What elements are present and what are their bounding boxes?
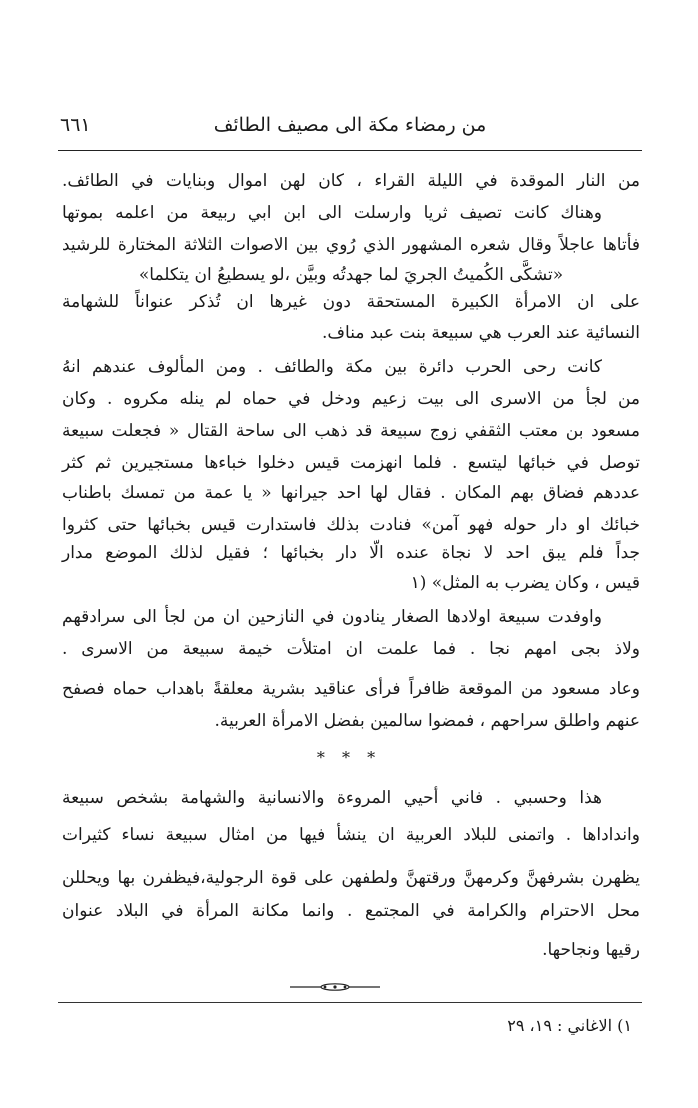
verse-quote: «تشكَّى الكُميتُ الجريَ لما جهدتُه وبيَّن ،لو يسطيعُ ان يتكلما» [138, 265, 564, 285]
running-header [60, 112, 640, 144]
ornament-divider [290, 982, 380, 992]
text-line: عنهم واطلق سراحهم ، فمضوا سالمين بفضل الامرأة العربية. [214, 711, 640, 731]
text-line: النسائية عند العرب هي سبيعة بنت عبد مناف. [321, 323, 640, 343]
text-line: من لجأ من الاسرى الى بيت زعيم ودخل في حماه لم ينله مكروه . وكان [62, 389, 640, 409]
text-line: وانداداها . واتمنى للبلاد العربية ان ينشأ فيها من امثال سبيعة نساء كثيرات [62, 825, 640, 845]
page-number: ٦٦١ [60, 114, 91, 136]
text-line: واوفدت سبيعة اولادها الصغار ينادون في النازحين ان من لجأ الى سرادقهم [62, 607, 602, 627]
text-line: وعاد مسعود من الموقعة ظافراً فرأى عناقيد بشرية معلقةً باهداب حماه فصفح [62, 679, 640, 699]
text-line: توصل في خبائها ليتسع . فلما انهزمت قيس دخلوا خباءها مستجيرين ثم كثر [62, 453, 640, 473]
text-line: كانت رحى الحرب دائرة بين مكة والطائف . ومن المألوف عندهم انهُ [62, 357, 602, 377]
text-line: يظهرن بشرفهنَّ وكرمهنَّ ورقتهنَّ ولطفهن على قوة الرجولية،فيظفرن بها ويحللن [62, 868, 640, 888]
footnote: ١) الاغاني : ١٩، ٢٩ [507, 1016, 632, 1035]
running-title: من رمضاء مكة الى مصيف الطائف [213, 114, 487, 136]
text-line: محل الاحترام والكرامة في المجتمع . وانما مكانة المرأة في البلاد عنوان [62, 901, 640, 921]
text-line: هذا وحسبي . فاني أحيي المروءة والانسانية والشهامة بشخص سبيعة [62, 788, 602, 808]
text-line: ولاذ بجى امهم نجا . فما علمت ان امتلأت خيمة سبيعة من الاسرى . [62, 639, 640, 659]
footnote-rule [58, 1002, 642, 1003]
text-line: جداً فلم يبق احد لا نجاة عنده الّا دار بخبائها ؛ فقيل لذلك الموضع مدار [62, 543, 641, 563]
section-separator: * * * [316, 748, 382, 767]
text-line: خبائك او دار حوله فهو آمن» فنادت بذلك فاستدارت قيس بخبائها حتى كثروا [62, 515, 640, 535]
text-line: مسعود بن معتب الثقفي زوج سبيعة قد ذهب الى ساحة القتال « فجعلت سبيعة [62, 421, 640, 441]
text-line: قيس ، وكان يضرب به المثل» (١ [410, 573, 640, 593]
text-line: وهناك كانت تصيف ثريا وارسلت الى ابن ابي ربيعة من اعلمه بموتها [62, 203, 602, 223]
header-rule [58, 150, 642, 151]
text-line: رقيها ونجاحها. [542, 940, 640, 960]
text-line: من النار الموقدة في الليلة القراء ، كان لهن اموال وبنايات في الطائف. [62, 171, 640, 191]
text-line: على ان الامرأة الكبيرة المستحقة دون غيرها ان تُذكر عنواناً للشهامة [62, 292, 640, 312]
text-line: فأتاها عاجلاً وقال شعره المشهور الذي رُوي بين الاصوات الثلاثة المختارة للرشيد [62, 235, 640, 255]
text-line: عددهم فضاق بهم المكان . فقال لها احد جيرانها « يا عمة من تمسك باطناب [62, 483, 640, 503]
